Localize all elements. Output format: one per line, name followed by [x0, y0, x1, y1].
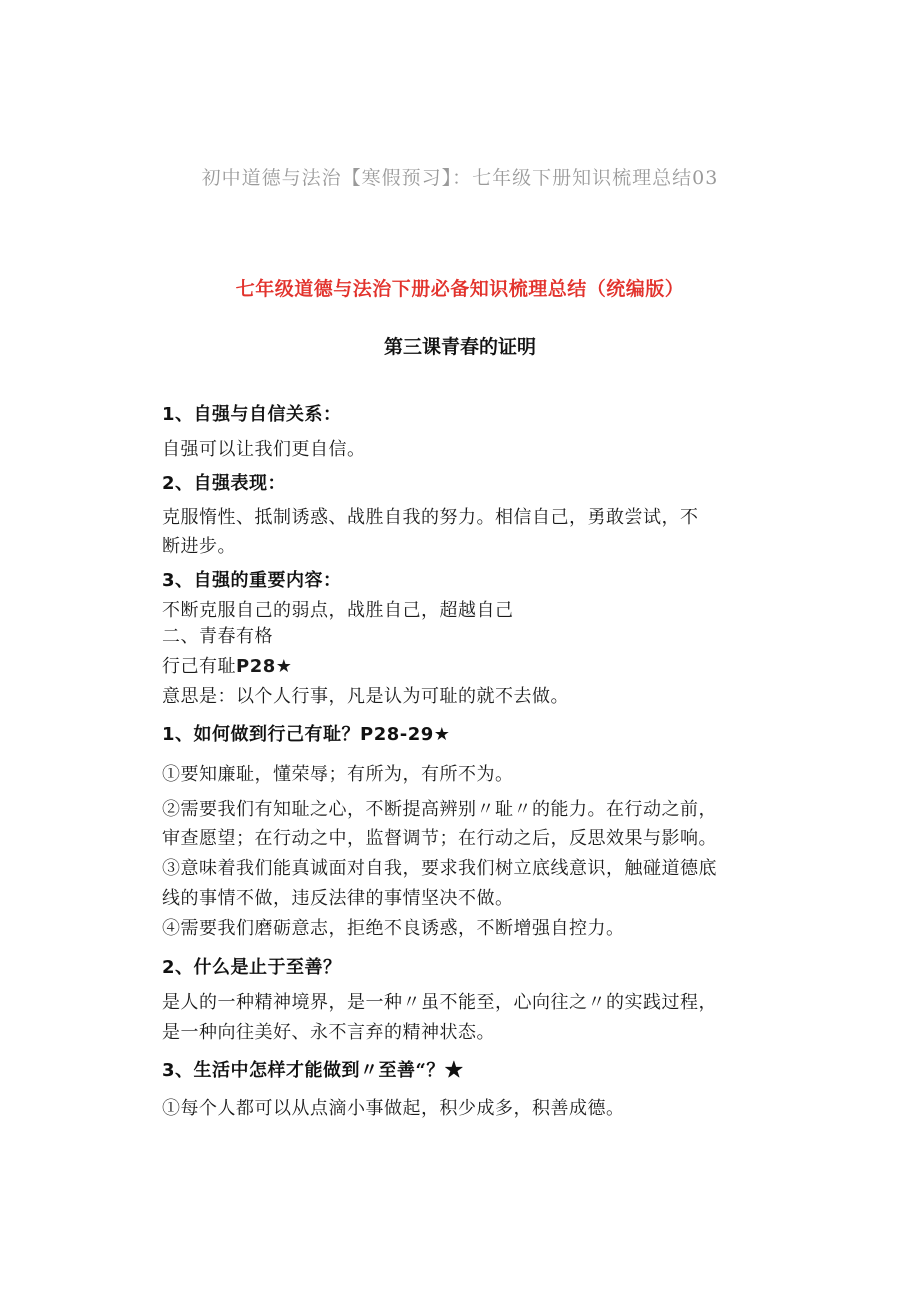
question-2-number: 2 — [162, 957, 176, 978]
question-1-title: 、如何做到行己有耻？ — [175, 724, 361, 745]
topic-line — [162, 654, 762, 680]
section-3-heading — [162, 568, 762, 594]
question-1-page-ref: P28-29★ — [360, 724, 451, 745]
question-1-heading — [162, 722, 762, 748]
question-3-number: 3 — [162, 1060, 176, 1081]
question-1-answer-3-line-2: 线的事情不做，违反法律的事情坚决不做。 — [162, 888, 514, 909]
page-title: 初中道德与法治【寒假预习】：七年级下册知识梳理总结03 — [201, 167, 719, 189]
question-2-answer-line-1: 是人的一种精神境界，是一种〃虽不能至，心向往之〃的实践过程， — [162, 992, 717, 1013]
section-2-heading — [162, 471, 762, 497]
question-1-number: 1 — [162, 724, 176, 745]
topic-text: 行己有耻 — [162, 656, 236, 677]
question-1-answer-2-line-1: ②需要我们有知耻之心，不断提高辨别〃耻〃的能力。在行动之前， — [162, 799, 717, 820]
section-3-number: 3 — [162, 570, 176, 591]
section-2-number: 2 — [162, 473, 176, 494]
question-3-answer-1: ①每个人都可以从点滴小事做起，积少成多，积善成德。 — [162, 1098, 625, 1119]
question-2-heading — [162, 955, 762, 981]
sub-section-heading: 二、青春有格 — [162, 626, 273, 647]
section-1-body: 自强可以让我们更自信。 — [162, 439, 366, 460]
section-1-heading — [162, 402, 762, 428]
section-1-title: 、自强与自信关系： — [175, 404, 342, 425]
section-3-title: 、自强的重要内容： — [175, 570, 342, 591]
section-2-body-line-2: 断进步。 — [162, 536, 236, 557]
section-2-title: 、自强表现： — [175, 473, 287, 494]
lesson-title: 第三课青春的证明 — [383, 336, 536, 358]
question-1-answer-1: ①要知廉耻，懂荣辱；有所为，有所不为。 — [162, 764, 514, 785]
section-2-body-line-1: 克服惰性、抵制诱惑、战胜自我的努力。相信自己，勇敢尝试，不 — [162, 507, 699, 528]
question-1-answer-2-line-2: 审查愿望；在行动之中，监督调节；在行动之后，反思效果与影响。 — [162, 828, 717, 849]
meaning-text: 意思是：以个人行事，凡是认为可耻的就不去做。 — [162, 686, 569, 707]
topic-page-ref: P28★ — [236, 656, 293, 677]
section-3-body: 不断克服自己的弱点，战胜自己，超越自己 — [162, 600, 514, 621]
question-2-answer-line-2: 是一种向往美好、永不言弃的精神状态。 — [162, 1022, 495, 1043]
question-1-answer-3-line-1: ③意味着我们能真诚面对自我，要求我们树立底线意识，触碰道德底 — [162, 858, 717, 879]
question-3-title: 、生活中怎样才能做到〃至善“？★ — [175, 1060, 464, 1081]
section-1-number: 1 — [162, 404, 176, 425]
question-2-title: 、什么是止于至善？ — [175, 957, 342, 978]
main-title: 七年级道德与法治下册必备知识梳理总结（统编版） — [235, 278, 685, 300]
question-3-heading — [162, 1058, 762, 1084]
question-1-answer-4: ④需要我们磨砺意志，拒绝不良诱惑，不断增强自控力。 — [162, 918, 625, 939]
